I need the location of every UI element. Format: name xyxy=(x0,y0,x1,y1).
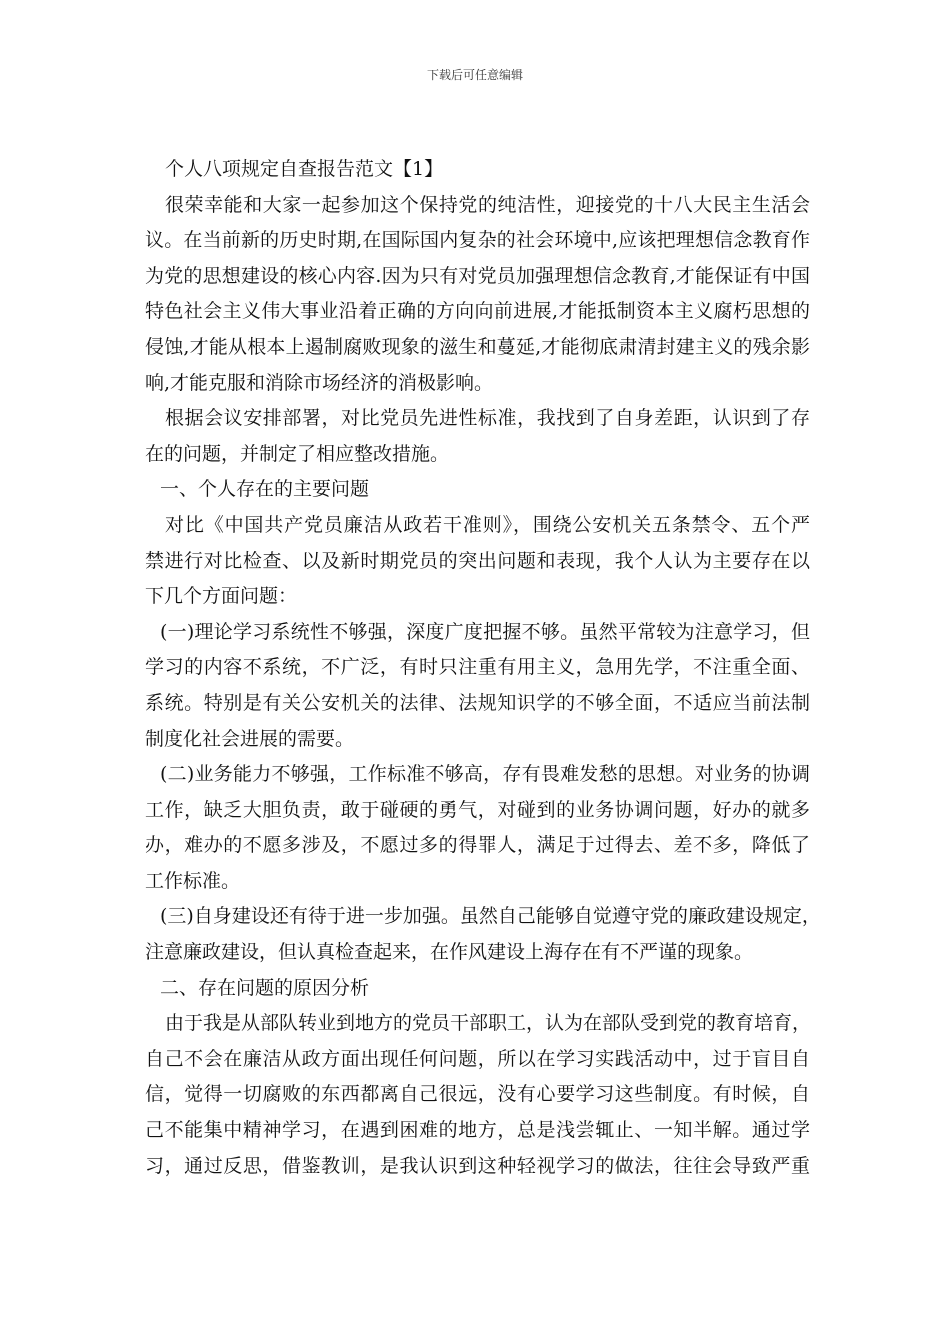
text-line: 信，觉得一切腐败的东西都离自己很远，没有心要学习这些制度。有时候，自 xyxy=(145,1083,810,1106)
text-line: (一)理论学习系统性不够强，深度广度把握不够。虽然平常较为注意学习，但 xyxy=(160,620,810,643)
text-line: 工作，缺乏大胆负责，敢于碰硬的勇气，对碰到的业务协调问题，好办的就多 xyxy=(145,798,810,821)
text-line: 根据会议安排部署，对比党员先进性标准，我找到了自身差距，认识到了存 xyxy=(165,407,810,430)
text-line: 为党的思想建设的核心内容.因为只有对党员加强理想信念教育,才能保证有中国 xyxy=(145,264,810,287)
text-line: 在的问题，并制定了相应整改措施。 xyxy=(145,442,450,465)
paragraph-lines xyxy=(145,188,821,1185)
text-line: 一、个人存在的主要问题 xyxy=(160,478,370,501)
text-line: 响,才能克服和消除市场经济的消极影响。 xyxy=(145,371,494,394)
document-title: 个人八项规定自查报告范文【1】 xyxy=(165,158,444,180)
text-line: 侵蚀,才能从根本上遏制腐败现象的滋生和蔓延,才能彻底肃清封建主义的残余影 xyxy=(145,335,810,358)
text-line: 工作标准。 xyxy=(145,869,241,892)
document-body xyxy=(145,152,821,1184)
text-line: (三)自身建设还有待于进一步加强。虽然自己能够自觉遵守党的廉政建设规定， xyxy=(160,905,821,928)
text-line: 很荣幸能和大家一起参加这个保持党的纯洁性，迎接党的十八大民主生活会 xyxy=(165,193,810,216)
page-header: 下载后可任意编辑 xyxy=(426,68,523,82)
text-line: 议。在当前新的历史时期,在国际国内复杂的社会环境中,应该把理想信念教育作 xyxy=(145,229,810,252)
text-line: (二)业务能力不够强，工作标准不够高，存有畏难发愁的思想。对业务的协调 xyxy=(160,763,810,786)
text-line: 系统。特别是有关公安机关的法律、法规知识学的不够全面，不适应当前法制 xyxy=(145,691,810,714)
text-line: 制度化社会进展的需要。 xyxy=(145,727,355,750)
text-line: 禁进行对比检查、以及新时期党员的突出问题和表现，我个人认为主要存在以 xyxy=(145,549,810,572)
text-line: 下几个方面问题： xyxy=(145,585,298,608)
text-line: 由于我是从部队转业到地方的党员干部职工，认为在部队受到党的教育培育， xyxy=(165,1012,812,1035)
text-line: 习，通过反思，借鉴教训，是我认识到这种轻视学习的做法，往往会导致严重 xyxy=(145,1154,810,1177)
text-line: 己不能集中精神学习，在遇到困难的地方，总是浅尝辄止、一知半解。通过学 xyxy=(145,1119,810,1142)
text-line: 特色社会主义伟大事业沿着正确的方向向前进展,才能抵制资本主义腐朽思想的 xyxy=(145,300,810,323)
text-line: 办，难办的不愿多涉及，不愿过多的得罪人，满足于过得去、差不多，降低了 xyxy=(145,834,810,857)
text-line: 自己不会在廉洁从政方面出现任何问题，所以在学习实践活动中，过于盲目自 xyxy=(145,1047,810,1070)
text-line: 对比《中国共产党员廉洁从政若干准则》，围绕公安机关五条禁令、五个严 xyxy=(165,513,810,536)
text-line: 注意廉政建设，但认真检查起来，在作风建设上海存在有不严谨的现象。 xyxy=(145,941,754,964)
text-line: 二、存在问题的原因分析 xyxy=(160,976,370,999)
text-line: 学习的内容不系统，不广泛，有时只注重有用主义，急用先学，不注重全面、 xyxy=(145,656,810,679)
